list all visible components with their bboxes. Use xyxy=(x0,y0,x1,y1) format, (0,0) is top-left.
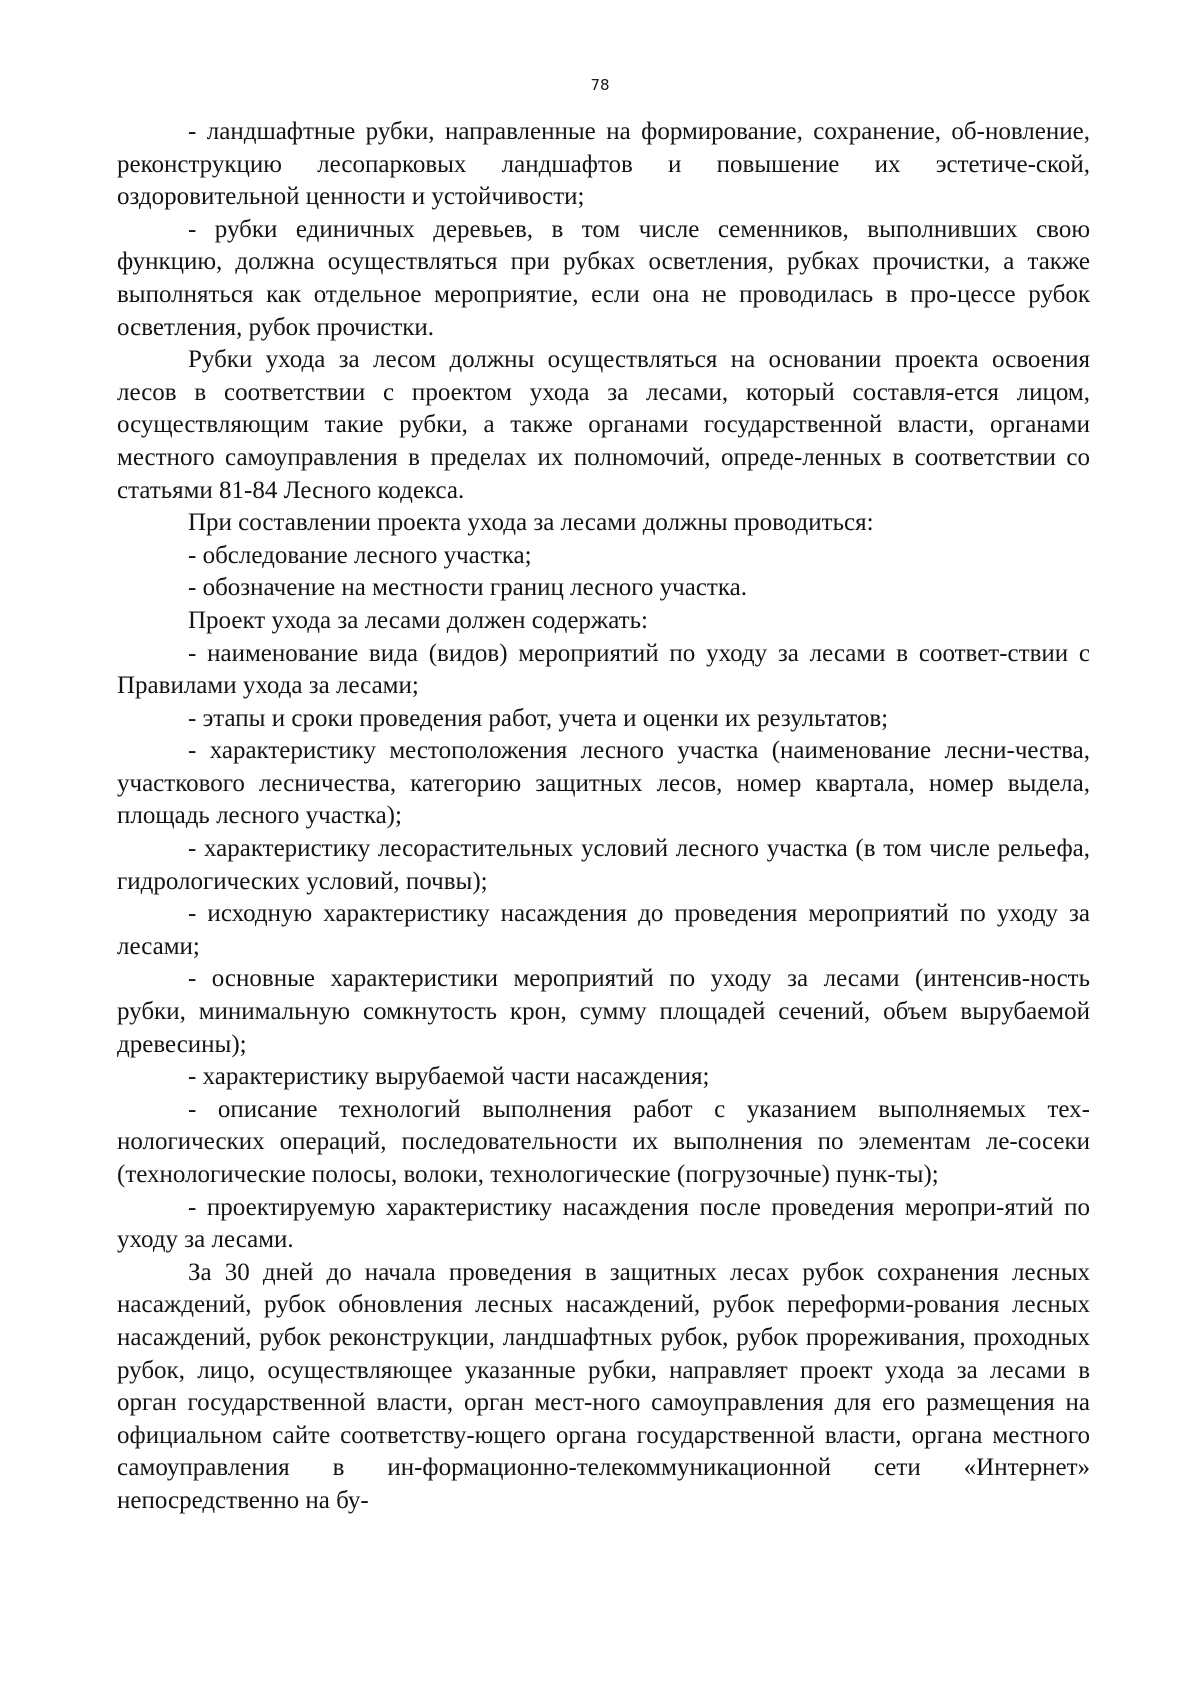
page-number: 78 xyxy=(590,76,610,94)
paragraph: - наименование вида (видов) мероприятий по уходу за лесами в соответ-ствии с Правилами ухода за лесами; xyxy=(117,639,1090,700)
paragraph: - проектируемую характеристику насаждения после проведения меропри-ятий по уходу за лесами. xyxy=(117,1193,1090,1254)
paragraph: За 30 дней до начала проведения в защитных лесах рубок сохранения лесных насаждений, рубок обновления лесных насаждений, рубок переформи-рования лесных насаждений, рубок реконструкции, ландшафтных рубок, рубок прореживания, проходных рубок, лицо, осуществляющее указанные рубки, направляет проект ухода за лесами в орган государственной власти, орган мест-ного самоуправления для его размещения на официальном сайте соответству-ющего органа государственной власти, органа местного самоуправления в ин-формационно-телекоммуникационной сети «Интернет» непосредственно на бу- xyxy=(117,1258,1090,1514)
paragraph: - характеристику лесорастительных условий лесного участка (в том числе рельефа, гидрологических условий, почвы); xyxy=(117,835,1090,895)
paragraph: При составлении проекта ухода за лесами должны проводиться: xyxy=(188,509,874,537)
paragraph: - характеристику местоположения лесного участка (наименование лесни-чества, участкового лесничества, категорию защитных лесов, номер квартала, номер выдела, площадь лесного участка); xyxy=(117,737,1090,830)
paragraph: - описание технологий выполнения работ с указанием выполняемых тех-нологических операций, последовательности их выполнения по элементам ле-сосеки (технологические полосы, волоки, технологические (погрузочные) пунк-ты); xyxy=(117,1095,1090,1188)
paragraph: - исходную характеристику насаждения до проведения мероприятий по уходу за лесами; xyxy=(117,900,1090,960)
paragraph: - рубки единичных деревьев, в том числе семенников, выполнивших свою функцию, должна осуществляться при рубках осветления, рубках прочистки, а также выполняться как отдельное мероприятие, если она не проводилась в про-цессе рубок осветления, рубок прочистки. xyxy=(117,215,1090,341)
paragraph: Рубки ухода за лесом должны осуществляться на основании проекта освоения лесов в соответствии с проектом ухода за лесами, который составля-ется лицом, осуществляющим такие рубки, а также органами государственной власти, органами местного самоуправления в пределах их полномочий, опреде-ленных в соответствии со статьями 81-84 Лесного кодекса. xyxy=(117,346,1090,504)
paragraph: - обозначение на местности границ лесного участка. xyxy=(188,574,747,602)
document-body xyxy=(117,116,1090,1518)
paragraph: Проект ухода за лесами должен содержать: xyxy=(188,606,648,634)
paragraph: - этапы и сроки проведения работ, учета и оценки их результатов; xyxy=(188,704,889,732)
paragraph: - характеристику вырубаемой части насаждения; xyxy=(188,1063,710,1091)
paragraph: - ландшафтные рубки, направленные на формирование, сохранение, об-новление, реконструкцию лесопарковых ландшафтов и повышение их эстетиче-ской, оздоровительной ценности и устойчивости; xyxy=(117,118,1090,211)
paragraph: - основные характеристики мероприятий по уходу за лесами (интенсив-ность рубки, минимальную сомкнутость крон, сумму площадей сечений, объем вырубаемой древесины); xyxy=(117,965,1090,1058)
paragraph: - обследование лесного участка; xyxy=(188,541,532,569)
